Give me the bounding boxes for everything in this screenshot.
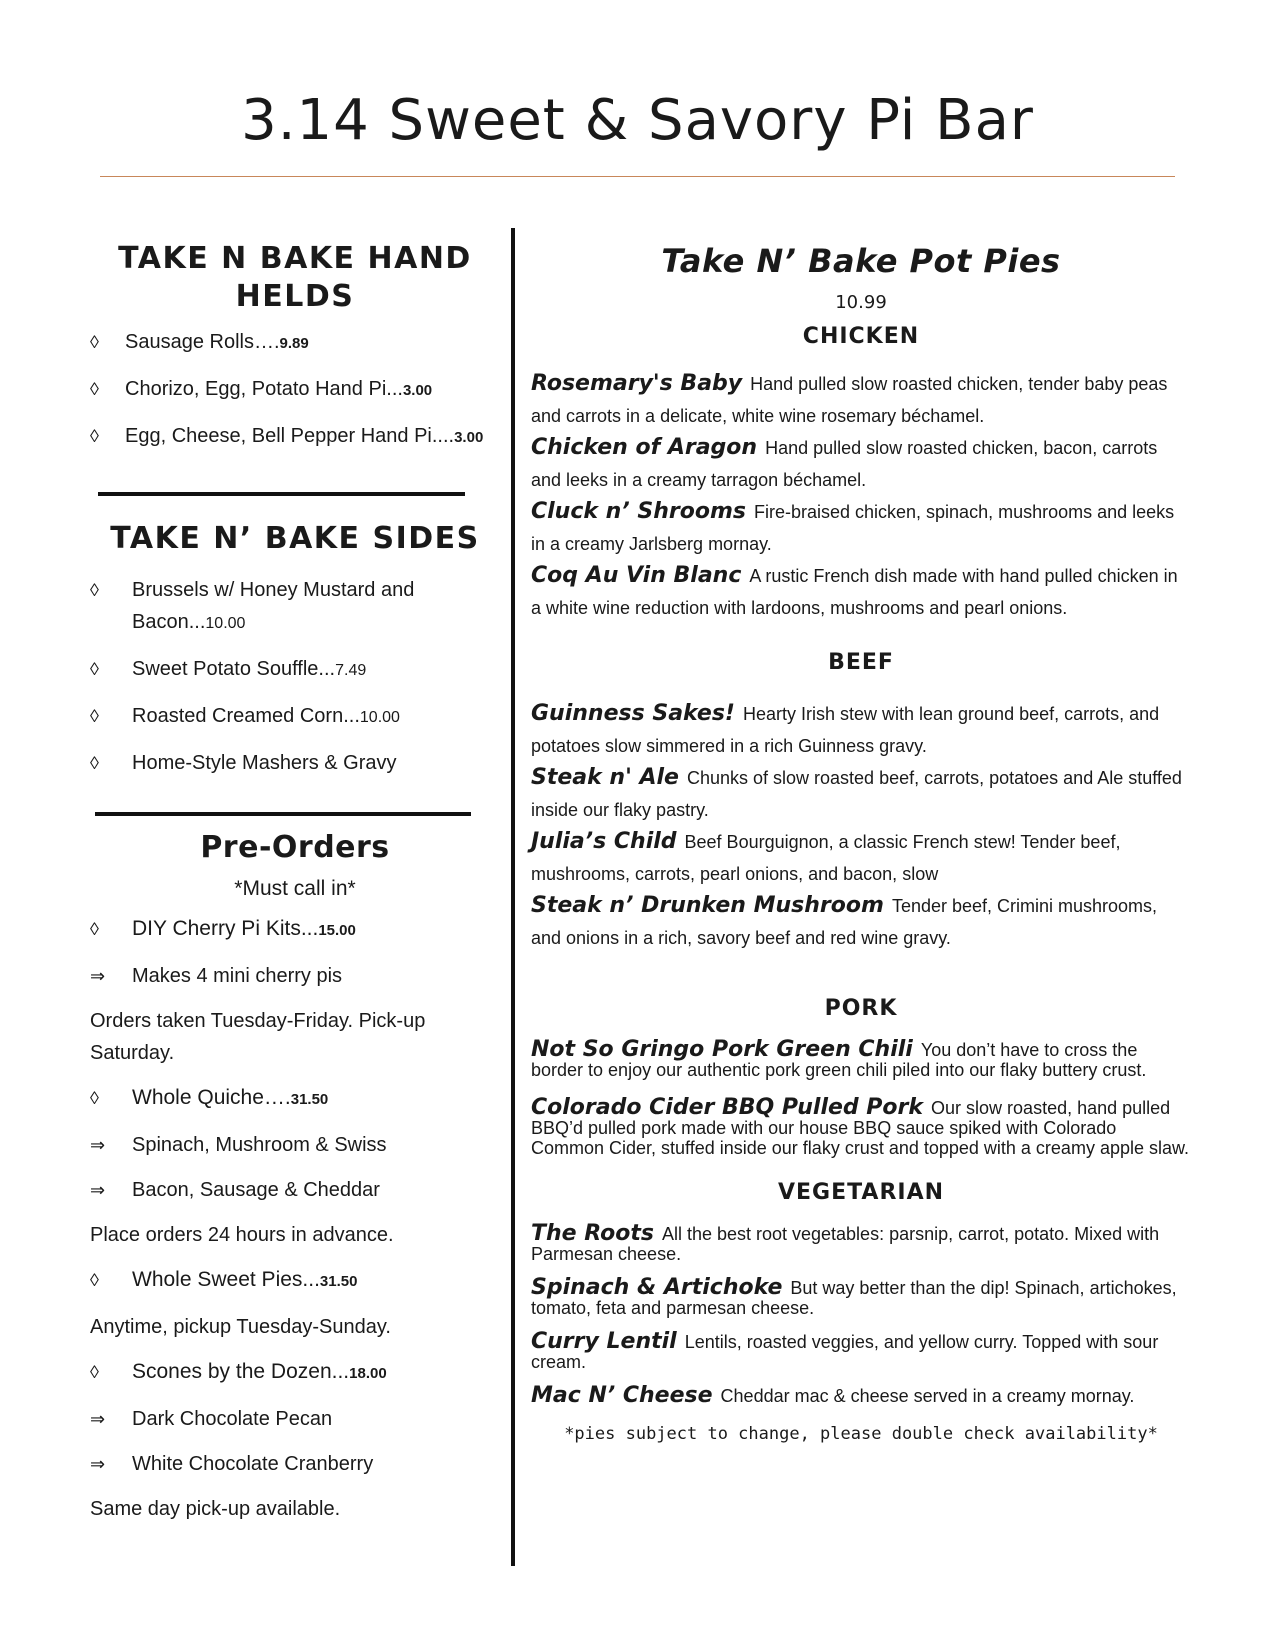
list-item: ◊ Whole Sweet Pies...31.50 <box>90 1264 500 1298</box>
arrow-icon: ⇒ <box>90 1135 106 1155</box>
diamond-icon: ◊ <box>90 580 99 600</box>
arrow-icon: ⇒ <box>90 1409 106 1429</box>
menu-item: Spinach & Artichoke But way better than the dip! Spinach, artichokes, tomato, feta and parmesan cheese. <box>531 1275 1177 1318</box>
diamond-icon: ◊ <box>90 1362 99 1382</box>
menu-item: Curry Lentil Lentils, roasted veggies, and yellow curry. Topped with sour cream. <box>531 1329 1159 1372</box>
preorders-heading: Pre-Orders <box>200 830 390 865</box>
category-chicken: CHICKEN <box>802 324 920 349</box>
list-item: ◊ Chorizo, Egg, Potato Hand Pi...3.00 <box>90 373 500 407</box>
list-item: ◊ Sweet Potato Souffle...7.49 <box>90 653 500 687</box>
list-item: ◊ Home-Style Mashers & Gravy <box>90 747 500 781</box>
diamond-icon: ◊ <box>90 426 99 446</box>
sides-heading: TAKE N’ BAKE SIDES <box>110 521 480 556</box>
sweet-note: Anytime, pickup Tuesday-Sunday. <box>90 1316 391 1338</box>
menu-item: Mac N’ Cheese Cheddar mac & cheese served in a creamy mornay. <box>531 1383 1135 1408</box>
menu-item: Steak n’ Drunken Mushroom Tender beef, Crimini mushrooms, and onions in a rich, savory beef and red wine gravy. <box>531 893 1158 948</box>
menu-item: Coq Au Vin Blanc A rustic French dish made with hand pulled chicken in a white wine reduction with lardoons, mushrooms and pearl onions. <box>531 563 1178 618</box>
diamond-icon: ◊ <box>90 379 99 399</box>
menu-item: Not So Gringo Pork Green Chili You don’t have to cross the border to enjoy our authentic pork green chili piled into our flaky buttery crust. <box>531 1037 1147 1080</box>
diamond-icon: ◊ <box>90 332 99 352</box>
menu-item: Guinness Sakes! Hearty Irish stew with lean ground beef, carrots, and potatoes slow simmered in a rich Guinness gravy. <box>531 701 1160 756</box>
diamond-icon: ◊ <box>90 919 99 939</box>
scones-list <box>90 1356 500 1480</box>
diamond-icon: ◊ <box>90 1088 99 1108</box>
left-column <box>90 240 500 1538</box>
beef-items <box>531 698 1191 954</box>
quiche-note: Place orders 24 hours in advance. <box>90 1224 394 1246</box>
menu-item: The Roots All the best root vegetables: parsnip, carrot, potato. Mixed with Parmesan cheese. <box>531 1221 1160 1264</box>
menu-item: Colorado Cider BBQ Pulled Pork Our slow roasted, hand pulled BBQ’d pulled pork made with our house BBQ sauce spiked with Colorado Common Cider, stuffed inside our flaky crust and topped with a creamy apple slaw. <box>531 1095 1190 1158</box>
list-item: ⇒ White Chocolate Cranberry <box>90 1448 500 1480</box>
list-item: ⇒ Dark Chocolate Pecan <box>90 1403 500 1435</box>
scones-note: Same day pick-up available. <box>90 1498 341 1520</box>
vegetarian-items <box>531 1221 1191 1408</box>
sides-list <box>90 574 500 781</box>
preorders-subheading: *Must call in* <box>234 877 356 900</box>
sweet-list <box>90 1264 500 1298</box>
menu-item: Rosemary's Baby Hand pulled slow roasted chicken, tender baby peas and carrots in a delicate, white wine rosemary béchamel. <box>531 371 1168 426</box>
list-item: ⇒ Bacon, Sausage & Cheddar <box>90 1174 500 1206</box>
right-column <box>531 240 1191 1444</box>
menu-item: Cluck n’ Shrooms Fire-braised chicken, spinach, mushrooms and leeks in a creamy Jarlsberg mornay. <box>531 499 1175 554</box>
category-vegetarian: VEGETARIAN <box>777 1180 945 1205</box>
list-item: ⇒ Makes 4 mini cherry pis <box>90 960 500 992</box>
list-item: ◊ Brussels w/ Honey Mustard and Bacon...10.00 <box>90 574 500 640</box>
list-item: ⇒ Spinach, Mushroom & Swiss <box>90 1129 500 1161</box>
menu-title: 3.14 Sweet & Savory Pi Bar <box>241 88 1034 153</box>
diamond-icon: ◊ <box>90 1270 99 1290</box>
list-item: ◊ DIY Cherry Pi Kits...15.00 <box>90 913 500 947</box>
list-item: ◊ Whole Quiche….31.50 <box>90 1082 500 1116</box>
arrow-icon: ⇒ <box>90 1454 106 1474</box>
diamond-icon: ◊ <box>90 706 99 726</box>
diamond-icon: ◊ <box>90 659 99 679</box>
menu-item: Steak n' Ale Chunks of slow roasted beef, carrots, potatoes and Ale stuffed inside our flaky pastry. <box>531 765 1182 820</box>
list-item: ◊ Egg, Cheese, Bell Pepper Hand Pi....3.00 <box>90 420 500 454</box>
pot-pies-price: 10.99 <box>835 292 887 313</box>
footnote: *pies subject to change, please double check availability* <box>564 1424 1158 1444</box>
pot-pies-heading: Take N’ Bake Pot Pies <box>661 242 1061 280</box>
list-item: ◊ Roasted Creamed Corn...10.00 <box>90 700 500 734</box>
pork-items <box>531 1037 1191 1158</box>
handhelds-list <box>90 326 500 454</box>
diamond-icon: ◊ <box>90 753 99 773</box>
category-pork: PORK <box>824 996 898 1021</box>
column-divider <box>511 228 515 1566</box>
chicken-items <box>531 368 1191 624</box>
category-beef: BEEF <box>828 650 894 675</box>
menu-item: Julia’s Child Beef Bourguignon, a classic French stew! Tender beef, mushrooms, carrots, pearl onions, and bacon, slow <box>531 829 1121 884</box>
menu-item: Chicken of Aragon Hand pulled slow roasted chicken, bacon, carrots and leeks in a creamy tarragon béchamel. <box>531 435 1158 490</box>
preorders-list <box>90 913 500 992</box>
cherry-note: Orders taken Tuesday-Friday. Pick-up Saturday. <box>90 1010 426 1064</box>
arrow-icon: ⇒ <box>90 966 106 986</box>
title-rule <box>100 176 1175 177</box>
handhelds-heading: TAKE N BAKE HAND HELDS <box>118 241 472 314</box>
quiche-list <box>90 1082 500 1206</box>
list-item: ◊ Sausage Rolls….9.89 <box>90 326 500 360</box>
list-item: ◊ Scones by the Dozen...18.00 <box>90 1356 500 1390</box>
arrow-icon: ⇒ <box>90 1180 106 1200</box>
